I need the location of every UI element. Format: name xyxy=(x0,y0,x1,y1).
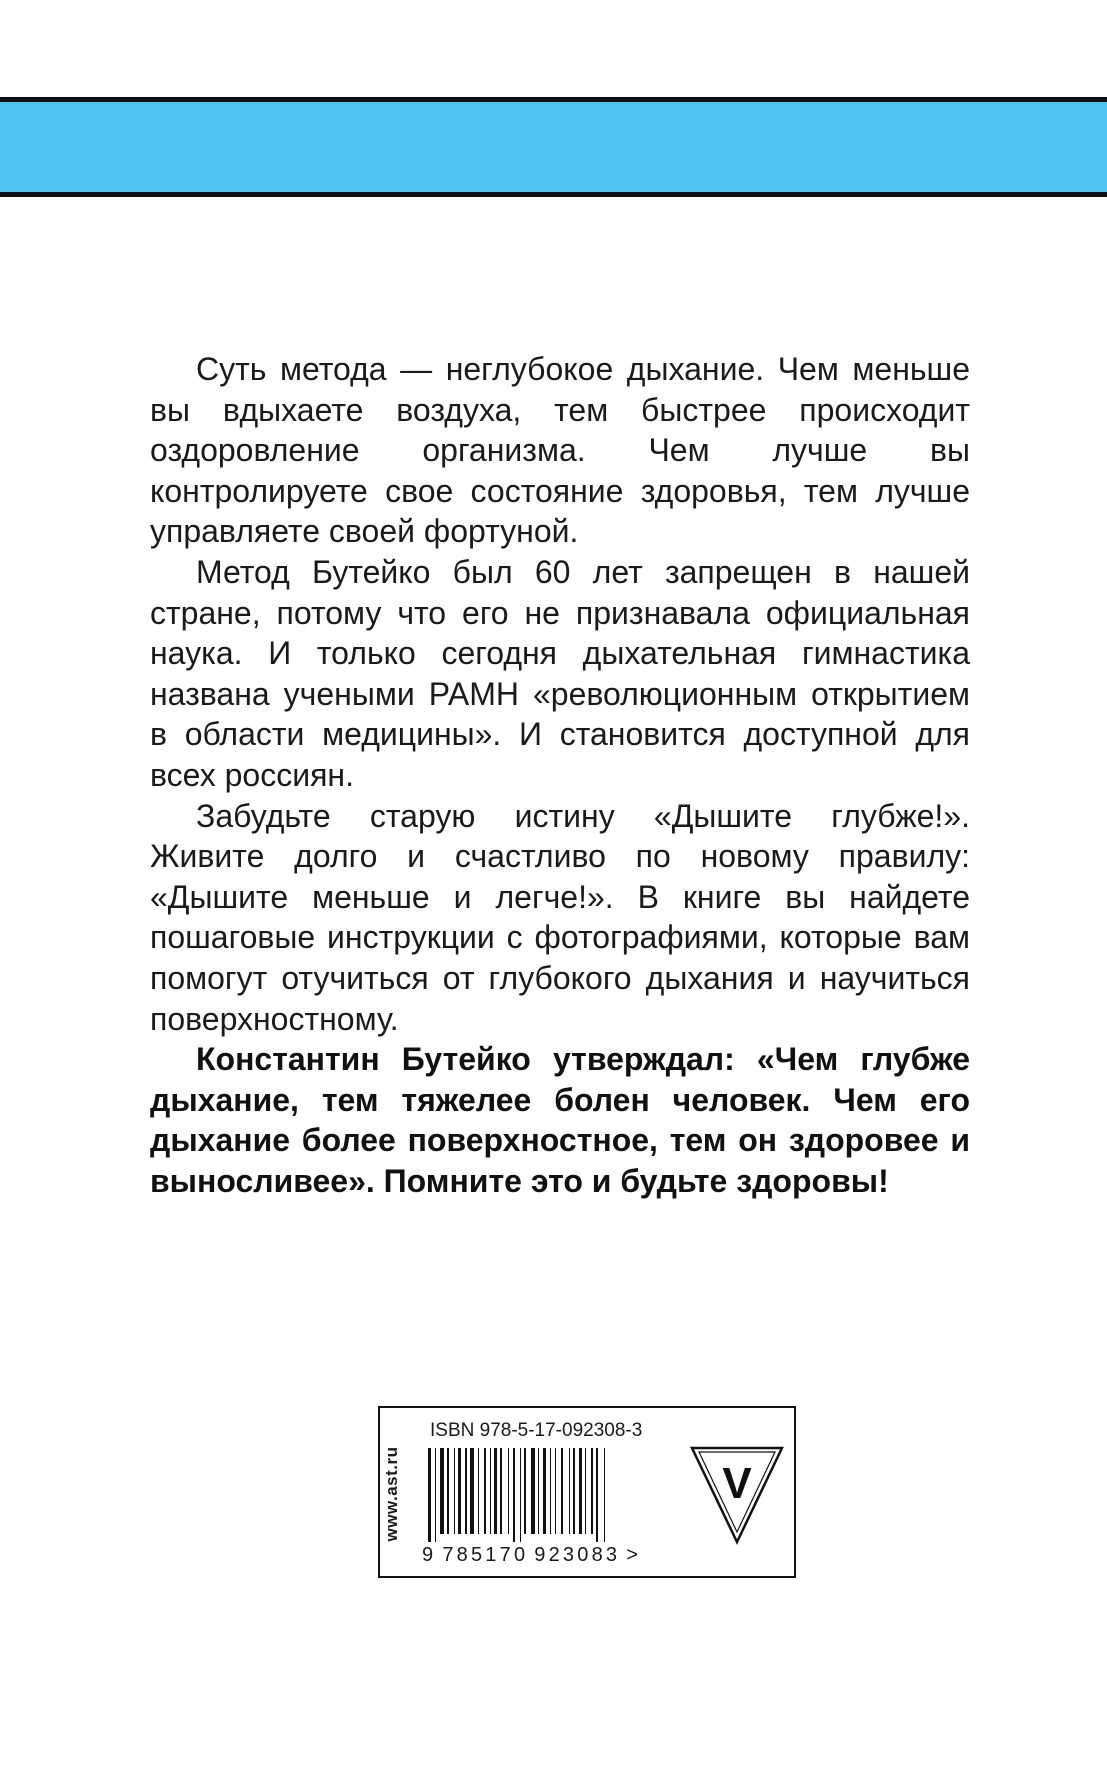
barcode-bar xyxy=(500,1448,502,1534)
barcode-bar xyxy=(591,1448,593,1534)
barcode-bar xyxy=(508,1448,509,1534)
barcode-bar xyxy=(513,1448,515,1542)
barcode-bar xyxy=(447,1448,449,1534)
barcode-bar xyxy=(550,1448,551,1534)
barcode-bar xyxy=(573,1448,575,1534)
barcode-digit-first: 9 xyxy=(422,1544,437,1566)
paragraph-breathe-less: Забудьте старую истину «Дышите глубже!». Живите долго и счастливо по новому правилу: «Дышите меньше и легче!». В книге вы найдете пошаговые инструкции с фотографиями, которые вам помогут отучиться от глубокого дыхания и научиться поверхностному. xyxy=(150,797,970,1037)
barcode-bar xyxy=(604,1448,605,1542)
barcode-bar xyxy=(555,1448,556,1534)
barcode-bar xyxy=(524,1448,526,1534)
publisher-website: www.ast.ru xyxy=(382,1446,401,1542)
barcode-bar xyxy=(454,1448,455,1534)
barcode-digit-group-left: 785170 xyxy=(442,1544,529,1566)
barcode-bar xyxy=(458,1448,461,1534)
barcode-bars xyxy=(428,1448,668,1542)
barcode-bar xyxy=(470,1448,474,1534)
barcode-bar xyxy=(494,1448,497,1534)
paragraph-method-essence: Суть метода — неглубокое дыхание. Чем меньше вы вдыхаете воздуха, тем быстрее происходит оздоровление организма. Чем лучше вы контролируете свое состояние здоровья, тем лучше управляете своей фортуной. xyxy=(150,351,970,550)
barcode-bar xyxy=(520,1448,521,1542)
triangle-v-icon xyxy=(690,1446,784,1546)
barcode-end-mark: > xyxy=(626,1544,642,1566)
barcode-bar xyxy=(428,1448,431,1542)
barcode-bar xyxy=(465,1448,467,1534)
barcode-bar xyxy=(531,1448,535,1534)
paragraph-buteyko-quote: Константин Бутейко утверждал: «Чем глубже дыхание, тем тяжелее болен человек. Чем его дыхание более поверхностное, тем он здоровее и выносливее». Помните это и будьте здоровы! xyxy=(150,1041,970,1199)
barcode-bar xyxy=(440,1448,444,1534)
barcode-bar xyxy=(596,1448,598,1542)
barcode-bar xyxy=(561,1448,563,1534)
barcode-bar xyxy=(585,1448,586,1534)
barcode-panel xyxy=(378,1406,796,1578)
top-color-band xyxy=(0,97,1107,197)
barcode-bar xyxy=(569,1448,570,1534)
paragraph-method-history: Метод Бутейко был 60 лет запрещен в нашей стране, потому что его не признавала официальная наука. И только сегодня дыхательная гимнастика названа учеными РАМН «революционным открытием в области медицины». И становится доступной для всех россиян. xyxy=(150,553,970,793)
barcode-bar xyxy=(435,1448,436,1542)
barcode-bar xyxy=(543,1448,546,1534)
barcode-bar xyxy=(484,1448,486,1534)
barcode-digits xyxy=(422,1544,641,1566)
isbn-label: ISBN 978-5-17-092308-3 xyxy=(430,1420,643,1441)
barcode-digit-group-right: 923083 xyxy=(534,1544,621,1566)
barcode-bar xyxy=(490,1448,491,1534)
barcode-bar xyxy=(579,1448,582,1534)
barcode-bar xyxy=(478,1448,479,1534)
annotation-text xyxy=(150,349,970,1201)
barcode-bar xyxy=(538,1448,539,1534)
publisher-logo-letter: V xyxy=(722,1459,752,1508)
